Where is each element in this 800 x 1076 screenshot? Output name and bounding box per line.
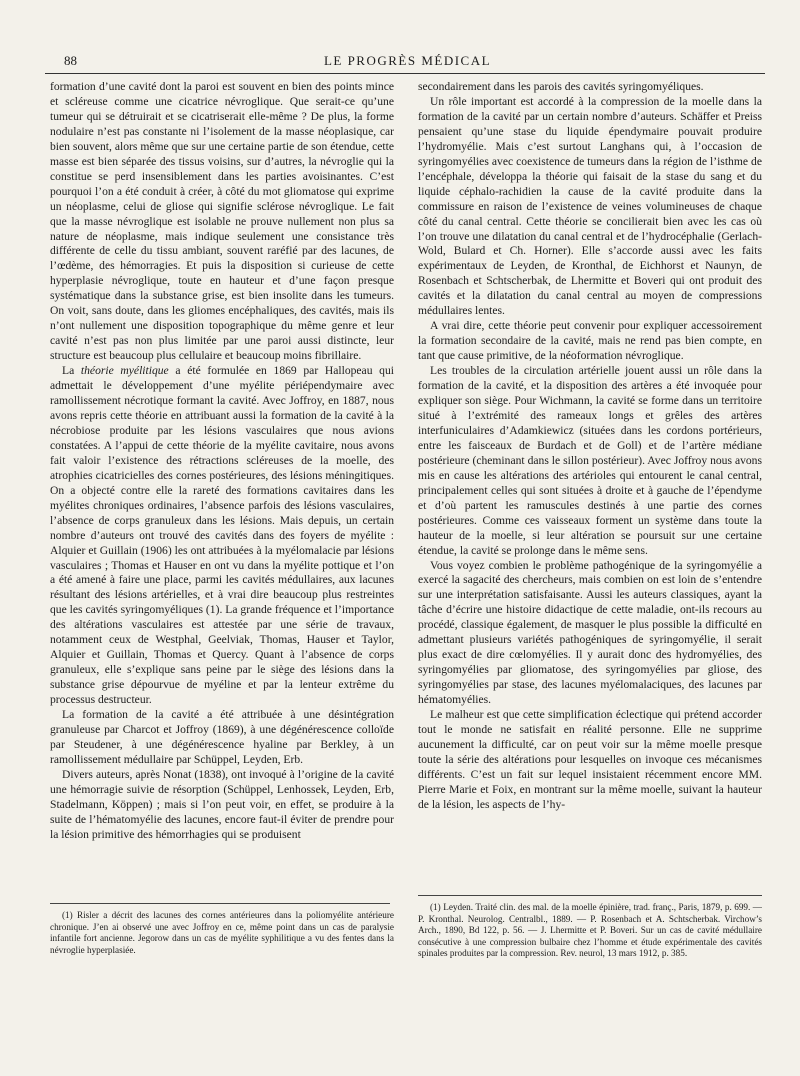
paragraph: Un rôle important est accordé à la compression de la moelle dans la formation de la cavité par un certain nombre d’auteurs. Schäffer et Preiss pensaient qu’une stase du liquide épendymaire pouvait produire l’hydromyélie. Mais c’est surtout Langhans qui, à l’occasion de syringomyélies avec coexistence de tumeurs dans la région de l’isthme de l’encéphale, développa la théorie qui faisait de la stase du sang et du liquide céphalo-rachidien la cause de la cavité produite dans la commissure en raison de l’existence de veines volumineuses de chaque côté du canal central. Cette théorie se concilierait bien avec les cas où l’on trouve une dilatation du canal central et de l’hydrocéphalie (Gerlach-Wold, Bulard et Ch. Horner). Elle s’accorde aussi avec les faits expérimentaux de Leyden, de Kronthal, de Eichhorst et Naunyn, de Rosenbach et Schtscherbak, de Lhermitte et Boveri qui ont produit des cavités et la dilatation du canal central au moyen de compressions médullaires lentes.	[418, 94, 762, 318]
footnote-rule	[50, 903, 390, 904]
paragraph-prefix: La	[62, 364, 81, 378]
paragraph: Vous voyez combien le problème pathogénique de la syringomyélie a exercé la sagacité des chercheurs, mais combien on est loin de s’entendre sur une interprétation satisfaisante. Aussi les auteurs classiques, ayant la tâche d’écrire une histoire didactique de cette maladie, ont-ils recours au procédé, classique également, de masquer le plus possible la difficulté en admettant plusieurs variétés pathogéniques de syringomyélie, il serait plus exact de dire cœlomyélies. Il y aurait donc des hydromyélies, des syringomyélies par gliomatose, des syringomyélies par gliose, des syringomyélies par stase, des lacunes myélomalaciques, des lacunes par hématomyélies.	[418, 558, 762, 707]
left-column	[50, 80, 394, 843]
footnote-left	[50, 910, 394, 956]
paragraph: La formation de la cavité a été attribuée à une désintégration granuleuse par Charcot et Joffroy (1869), à une dégénérescence colloïde par Steudener, à une dégénérescence hyaline par Berkley, à un ramollissement médullaire par Schüppel, Leyden, Erb.	[50, 708, 394, 766]
paragraph: formation d’une cavité dont la paroi est souvent en bien des points mince et scléreuse comme une cicatrice névroglique. Que serait-ce qu’une tumeur qui se détruirait et se cicatriserait elle-même ? De plus, la forme nodulaire n’est pas constante ni l’isolement de la masse néoplasique, car bien souvent, alors même que sur une certaine partie de son étendue, cette masse est bien séparée des tissus voisins, sur d’autres, la névroglie qui la constitue se perd insensiblement dans les parties avoisinantes. C’est pourquoi l’on a été conduit à créer, à côté du mot gliomatose qui exprime un néoplasme, celui de gliose qui signifie sclérose névroglique. Le fait que la masse névroglique est isolable ne prouve nullement non plus sa nature de néoplasme, mais indique seulement une consistance très différente de celle du tissu ambiant, souvent raréfié par des lacunes, de l’œdème, des hémorragies. Et puis la disposition si curieuse de cette hyperplasie névroglique, toute en hauteur et d’une façon presque systématique dans la substance grise, est bien insolite dans les tumeurs. On voit, sans doute, dans les gliomes encéphaliques, des cavités, mais ils n’ont nullement une disposition topographique du même genre et leur cavité n’est pas non plus limitée par une paroi aussi distincte, leur structure est beaucoup plus cellulaire et beaucoup moins fibrillaire.	[50, 80, 394, 363]
footnote-rule	[418, 895, 762, 896]
paragraph	[50, 364, 394, 708]
paragraph: Divers auteurs, après Nonat (1838), ont invoqué à l’origine de la cavité une hémorragie suivie de résorption (Schüppel, Lenhossek, Leyden, Erb, Stadelmann, Köppen) ; mais si l’on peut voir, en effet, se produire à la suite de l’hématomyélie des lacunes, encore faut-il éviter de prendre pour la lésion primitive des hémorrhagies qui se produisent	[50, 767, 394, 841]
footnote-text: (1) Risler a décrit des lacunes des cornes antérieures dans la poliomyélite antérieure chronique. J’en ai observé une avec Joffroy en ce, même point dans un cas de paralysie infantile fort ancienne. Jegorow dans un cas de myélite syphilitique a vu des fentes dans la névroglie hyperplasiée.	[50, 910, 394, 955]
paragraph: Le malheur est que cette simplification éclectique qui prétend accorder tout le monde ne satisfait en réalité personne. Elle ne supprime aucunement la difficulté, car on peut voir sur la même moelle presque toute la série des altérations pour lesquelles on invoque ces mécanismes différents. C’est un fait sur lequel insistaient récemment encore MM. Pierre Marie et Foix, en montrant sur la même moelle, suivant la hauteur de la lésion, les aspects de l’hy-	[418, 708, 762, 811]
paragraph: A vrai dire, cette théorie peut convenir pour expliquer accessoirement la formation secondaire de la cavité, mais ne rend pas bien compte, en tant que cause primitive, de la néoformation névroglique.	[418, 319, 762, 363]
footnote-text: (1) Leyden. Traité clin. des mal. de la moelle épinière, trad. franç., Paris, 1879, p. 699. — P. Kronthal. Neurolog. Centralbl., 1889. — P. Rosenbach et A. Schtscherbak. Virchow’s Arch., 1890, Bd 122, p. 56. — J. Lhermitte et P. Boveri. Sur un cas de cavité médullaire consécutive à une compression bulbaire chez l’homme et étude expérimentale des cavités spinales produites par la compression. Rev. neurol, 13 mars 1912, p. 385.	[418, 902, 762, 959]
running-title: LE PROGRÈS MÉDICAL	[323, 53, 492, 68]
header-rule	[45, 73, 765, 74]
page-header	[50, 50, 765, 72]
paragraph-body: a été formulée en 1869 par Hallopeau qui admettait le développement d’une myélite périépendymaire avec ramollissement nécrotique formant la cavité. Avec Joffroy, en 1887, nous avons repris cette théorie en attribuant aussi la formation de la cavité à la nécrobiose produite par les lésions vasculaires que nous avions constatées. A l’appui de cette théorie de la myélite cavitaire, nous avons fait valoir l’existence des rétractions scléreuses de la moelle, des atrophies cicatricielles des cornes postérieures, des lésions méningitiques. On a objecté contre elle la rareté des formations cavitaires dans les myélites chroniques ordinaires, l’absence parfois des lésions vasculaires, l’absence de corps granuleux dans les lésions. Mais depuis, un certain nombre d’auteurs ont trouvé des cavités dans des foyers de myélite : Alquier et Guillain (1906) les ont attribuées à la myélomalacie par lésions vasculaires ; Thomas et Hauser en ont vu dans la myélite pottique et l’on a été amené à faire une place, parmi les cavités médullaires, aux lacunes résultant des lésions artérielles, et à vrai dire beaucoup plus restreintes que les cavités syringomyéliques (1). La grande fréquence et l’importance des altérations vasculaires est attestée par une série de travaux, notamment ceux de Westphal, Geelviak, Thomas, Hauser et Taylor, Alquier et Guillain, Thomas et Quercy. Quant à l’absence de corps granuleux, elle s’explique sans peine par le siège des lésions dans la substance grise dépourvue de myéline et par la lenteur extrême du processus destructeur.	[50, 364, 394, 707]
right-column	[418, 80, 762, 813]
italic-term: théorie myélitique	[80, 364, 169, 378]
paragraph: secondairement dans les parois des cavités syringomyéliques.	[418, 80, 704, 93]
page-number: 88	[64, 53, 77, 68]
footnote-right	[418, 902, 762, 960]
paragraph: Les troubles de la circulation artérielle jouent aussi un rôle dans la formation de la cavité, et la disposition des artères a été invoquée pour expliquer son siège. Pour Wichmann, la cavité se forme dans un territoire situé à l’extrémité des rameaux longs et grêles des artères interfuniculaires d’Adamkiewicz (situées dans les cordons portérieurs, entre les faisceaux de Burdach et de Goll) et de l’artère médiane postérieure (cheminant dans le sillon postérieur). Avec Joffroy nous avons mis en cause les altérations des artérioles qui entourent le canal central, principalement celles qui sont situées à droite et à gauche de l’épendyme et d’où partent les ramuscules destinés à une partie des cornes postérieures. Comme ces vaisseaux forment un système dans toute la hauteur de la moelle, si leur altération se poursuit sur une certaine étendue, la cavité se prolonge dans le même sens.	[418, 364, 762, 557]
